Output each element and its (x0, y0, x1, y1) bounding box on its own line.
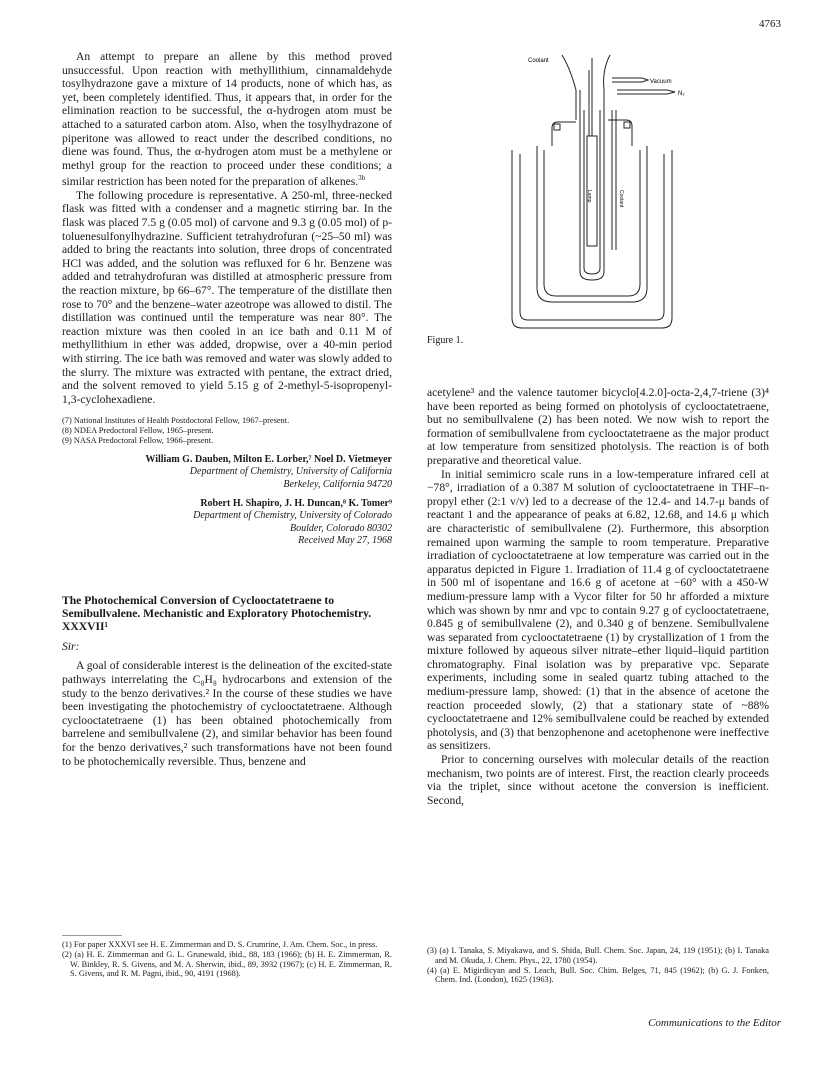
label-coolant-side: Coolant (618, 190, 624, 208)
affiliation-city-2: Boulder, Colorado 80302 (290, 522, 392, 534)
apparatus-diagram (492, 50, 692, 332)
left-paragraph-1: An attempt to prepare an allene by this method proved unsuccessful. Upon reaction with methyllithium, cinnamaldehyde tosylhydrazone gave a mixture of 14 products, none of which has, as yet, been completely identified. Thus, it appears that, in order for the elimination reaction to be successful, the α-hydrogen atom must be attached to a saturated carbon atom. Also, when the tosylhydrazone of piperitone was allowed to react under the described conditions, no diene was found. Thus, the α-hydrogen atom must be a methylene or methyl group for the reaction to proceed under these conditions; a similar restriction has been noted for the preparation of alkenes.$^{3b}$ (62, 50, 392, 189)
ref-3b: 3b (358, 174, 366, 183)
affiliation-dept-1: Department of Chemistry, University of California (189, 466, 392, 478)
right-paragraph-3: Prior to concerning ourselves with molecular details of the reaction mechanism, two points are of interest. First, the reaction clearly proceeds via the triplet, since without acetone the conversion is inefficient. Second, (427, 753, 769, 807)
affiliation-dept-2: Department of Chemistry, University of Colorado (193, 510, 392, 522)
salutation: Sir: (62, 639, 80, 653)
footnote-2: (2) (a) H. E. Zimmerman and G. L. Grunewald, ibid., 88, 183 (1966); (b) H. E. Zimmerman, R. W. Binkley, R. S. Givens, and M. A. Sherwin, ibid., 89, 3932 (1967); (c) H. E. Zimmerman, R. S. Givens, and R. M. Pagni, ibid., 90, 4191 (1968). (62, 949, 392, 979)
affiliation-city-1: Berkeley, California 94720 (283, 478, 392, 490)
label-coolant-top: Coolant (528, 58, 549, 64)
author-block-berkeley (62, 454, 392, 491)
footnote-4: (4) (a) E. Migirdicyan and S. Leach, Bull. Soc. Chim. Belges, 71, 845 (1962); (b) G. J. Fonken, Chem. Ind. (London), 1625 (1963). (427, 965, 769, 985)
bottom-left-footnotes (62, 935, 392, 979)
footnote-rule-left (62, 935, 122, 936)
page-number: 4763 (759, 18, 781, 30)
right-paragraph-2: In initial semimicro scale runs in a low-temperature infrared cell at −78°, irradiation of a 0.387 M solution of cyclooctatetraene in THF–n-propyl ether (2:1 v/v) led to a decrease of the 12.4- and 14.7-μ bands of reactant 1 and the appearance of peaks at 6.82, 12.68, and 14.6 μ which are characteristic of semibullvalene (2). Furthermore, this absorption remained upon warming the sample to room temperature. Preparative irradiation of cyclooctatetraene at low temperature was carried out in the apparatus depicted in Figure 1. Irradiation of 11.4 g of cyclooctatetraene in 500 ml of isopentane and 16.6 g of acetone at −60° with a 450-W medium-pressure lamp with a Vycor filter for 50 hr afforded a mixture which was shown by nmr and vpc to contain 9.27 g of cyclooctatetraene, 0.845 g of semibullvalene (2), and 0.340 g of benzene. Semibullvalene was separated from cyclooctatetraene (1) by crystallization of 1 from the mixture followed by aqueous silver nitrate–ether liquid–liquid partition chromatography. Final isolation was by preparative vpc. Separate experiments, including some in sealed quartz tubing attached to the medium-pressure lamp, showed: (1) that in the absence of acetone the reaction proceeded slowly, (2) that a stationary state of ~88% cyclooctatetraene and 12% semibullvalene could be reached by extended photolysis, and (3) that benzophenone and acetophenone were ineffective as sensitizers. (427, 467, 769, 753)
label-n2: N₂ (678, 91, 685, 97)
figure-1 (427, 50, 769, 346)
journal-signature: Communications to the Editor (648, 1017, 781, 1029)
left-paragraph-3: A goal of considerable interest is the delineation of the excited-state pathways interrelating the C₈H₈ hydrocarbons and extension of the study to the benzo derivatives.² In the course of these studies we have been investigating the photochemistry of cyclooctatetraene. Although cyclooctatetraene (1) has been obtained photochemically from barrelene and semibullvalene (2), and similar behavior has been found for the benzo derivatives,² such transformations have not been found to be photochemically reversible. Thus, benzene and (62, 659, 392, 768)
article-title: The Photochemical Conversion of Cyclooctatetraene to Semibullvalene. Mechanistic and Exploratory Photochemistry. XXXVII¹ (62, 593, 372, 634)
right-column (427, 50, 769, 807)
right-paragraph-1: acetylene³ and the valence tautomer bicyclo[4.2.0]-octa-2,4,7-triene (3)⁴ have been reported as being formed on photolysis of cyclooctatetraene, but no semibullvalene (2) has been noted. We now wish to report the formation of semibullvalene from cyclooctatetraene as the major product at low temperature from sensitized photolysis. The reaction is of both preparative and theoretical value. (427, 386, 769, 467)
label-vacuum: Vacuum (650, 79, 672, 85)
bottom-right-footnotes (427, 946, 769, 985)
figure-caption: Figure 1. (427, 335, 464, 346)
footnote-3: (3) (a) I. Tanaka, S. Miyakawa, and S. Shida, Bull. Chem. Soc. Japan, 24, 119 (1951); (b) I. Tanaka and M. Okuda, J. Chem. Phys., 22, 1780 (1954). (427, 946, 769, 965)
author-block-colorado (62, 498, 392, 548)
left-paragraph-2: The following procedure is representative. A 250-ml, three-necked flask was fitted with a condenser and a magnetic stirring bar. In the flask was placed 7.5 g (0.05 mol) of carvone and 9.3 g (0.05 mol) of p-toluenesulfonylhydrazine. Sufficient tetrahydrofuran (~25–50 ml) was added to bring the reactants into solution, three drops of concentrated HCl was added, and the solution was refluxed for 6 hr. Benzene was added and tetrahydrofuran was distilled at atmospheric pressure from the reaction mixture, bp 66–67°. The temperature of the distillate then rose to 70° and the benzene–water azeotrope was allowed to distil. The distillation was continued until the temperature was near 80°. The reaction mixture was then cooled in an ice bath and 0.11 M of methyllithium in ether was added, dropwise, over a 40-min period with stirring. The ice bath was removed and water was slowly added to the slurry. The mixture was extracted with pentane, the extract dried, and the solvent removed to yield 5.15 g of 2-methyl-5-isopropenyl-1,3-cyclohexadiene. (62, 188, 392, 406)
footnote-8: (8) NDEA Predoctoral Fellow, 1965–present. (62, 426, 214, 436)
label-lamp: Lamp (586, 190, 592, 203)
footnote-1: (1) For paper XXXVI see H. E. Zimmerman and D. S. Crumrine, J. Am. Chem. Soc., in press. (62, 940, 378, 949)
left-column (62, 50, 392, 768)
author-names-2: Robert H. Shapiro, J. H. Duncan,⁸ K. Tomer⁹ (200, 497, 392, 509)
footnote-9: (9) NASA Predoctoral Fellow, 1966–present. (62, 435, 214, 445)
received-date: Received May 27, 1968 (298, 535, 392, 547)
author-footnotes (62, 416, 392, 445)
author-names-1: William G. Dauben, Milton E. Lorber,⁷ Noel D. Vietmeyer (145, 453, 392, 465)
footnote-7: (7) National Institutes of Health Postdoctoral Fellow, 1967–present. (62, 416, 290, 426)
